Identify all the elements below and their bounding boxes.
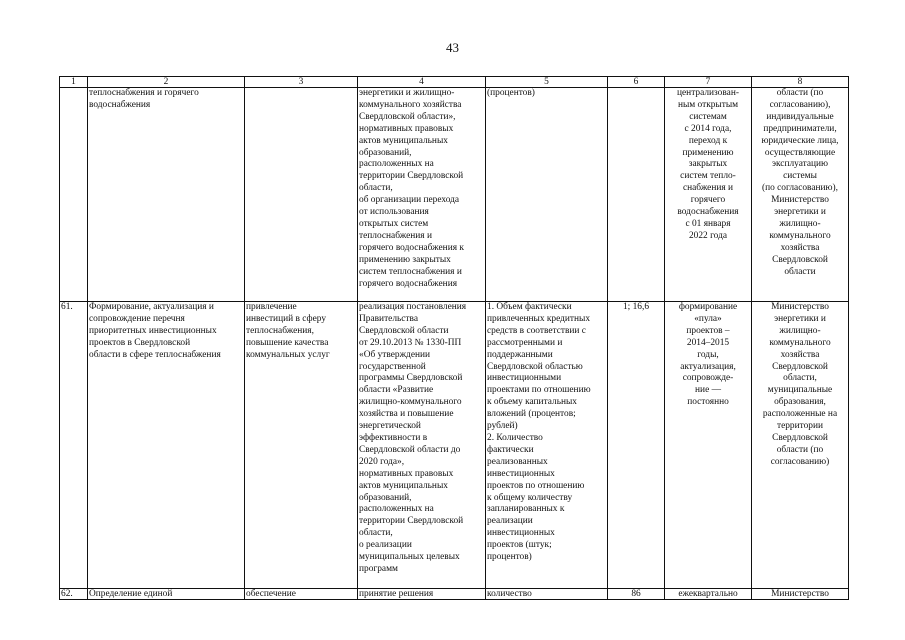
cell-line: приоритетных инвестиционных [89,325,217,336]
cell-line: «пула» [694,313,722,324]
column-header-3: 3 [245,77,358,88]
cell-line: хозяйства [780,242,820,253]
cell-line: энергетики и [774,207,826,218]
cell-line: систем теплоснабжения и [359,266,462,277]
cell-implementation [358,302,486,589]
cell-line: программ [359,563,398,574]
cell-line: системам [689,111,727,122]
cell-deadline [665,88,752,302]
cell-line: теплоснабжения и [359,230,432,241]
cell-line: согласованию) [770,456,830,467]
cell-line: теплоснабжения и горячего [89,88,199,98]
column-header-7: 7 [665,77,752,88]
cell-line: формирование [678,302,738,312]
cell-line: области (по [776,444,824,455]
column-header-8: 8 [752,77,849,88]
cell-measure [88,88,245,302]
cell-implementation [358,88,486,302]
cell-line: расположенные на [762,409,838,420]
cell-line: 1; 16,6 [622,302,650,312]
cell-line: реализации [487,516,533,527]
cell-line: закрытых [688,159,728,170]
cell-line: о реализации [359,540,412,551]
cell-line: государственной [359,361,426,372]
cell-line: муниципальных целевых [359,552,460,563]
cell-line: проектами по отношению [487,385,591,396]
cell-line: проектов по отношению [487,480,585,491]
cell-line: 86 [631,589,641,599]
cell-line: фактически [487,444,534,455]
cell-line: инвестиционных [487,528,555,539]
cell-line: горячего водоснабжения [359,278,458,289]
cell-line: с 01 января [685,218,731,229]
cell-goal [245,589,358,600]
cell-implementation [358,589,486,600]
cell-line: централизован- [677,88,739,98]
cell-line: 2020 года», [359,456,405,467]
column-header-1: 1 [60,77,88,88]
header-row [60,77,849,88]
cell-line: Определение единой [89,589,173,599]
cell-line: от использования [359,207,429,218]
cell-line: Министерство [771,302,829,312]
cell-line: горячего [690,195,726,206]
cell-goal [245,302,358,589]
cell-line: применению закрытых [359,254,451,265]
page-number: 43 [446,40,459,55]
cell-line: хозяйства и повышение [359,409,454,420]
cell-line: годы, [697,349,719,360]
cell-line: Свердловской области [359,325,449,336]
cell-line: от 29.10.2013 № 1330-ПП [359,337,462,348]
cell-line: коммунального [769,230,831,241]
cell-line: вложений (процентов; [487,409,576,420]
cell-line: 2. Количество [487,432,543,443]
cell-responsible [752,589,849,600]
column-header-5: 5 [486,77,608,88]
cell-line: жилищно- [779,325,821,336]
cell-line: энергетической [359,421,421,432]
cell-line: системы [783,171,817,182]
cell-line: инвестиционных [487,468,555,479]
cell-responsible [752,88,849,302]
cell-line: Свердловской [772,361,828,372]
cell-line: (процентов) [487,88,535,98]
cell-line: юридические лица, [761,135,839,146]
cell-measure [88,589,245,600]
cell-line: применению [682,147,734,158]
cell-line: 62. [61,589,73,599]
cell-line: принятие решения [359,589,434,599]
cell-line: области «Развитие [359,385,434,396]
cell-line: к объему капитальных [487,397,577,408]
table-row [60,88,849,302]
cell-line: инвестиций в сферу [246,313,327,324]
cell-line: привлечение [246,302,297,312]
cell-line: инвестиционными [487,373,562,384]
cell-line: энергетики и жилищно- [359,88,455,98]
cell-line: Министерство [771,589,829,599]
cell-line: проектов – [686,325,730,336]
table-row [60,589,849,600]
cell-line: реализация постановления [359,302,467,312]
cell-line: 1. Объем фактически [487,302,572,312]
cell-line: муниципальные [767,385,833,396]
cell-line: коммунального хозяйства [359,99,462,110]
cell-line: систем тепло- [680,171,736,182]
cell-line: индивидуальные [766,111,834,122]
cell-line: расположенных на [359,159,434,170]
cell-line: водоснабжения [677,207,739,218]
cell-line: привлеченных кредитных [487,313,591,324]
cell-line: Свердловской [772,254,828,265]
cell-line: эффективности в [359,432,428,443]
document-table [59,76,849,600]
cell-measure [88,302,245,589]
cell-line: теплоснабжения, [246,325,314,336]
column-header-6: 6 [608,77,665,88]
cell-line: 2014–2015 [686,337,730,348]
cell-line: снабжения и [682,183,734,194]
cell-line: программы Свердловской [359,373,463,384]
cell-line: Свердловской области до [359,444,461,455]
cell-number [60,88,88,302]
cell-indicator [486,302,608,589]
column-header-4: 4 [358,77,486,88]
cell-line: Свердловской [772,432,828,443]
cell-line: коммунальных услуг [246,349,330,360]
cell-indicator [486,88,608,302]
cell-line: области (по [776,88,824,98]
cell-line: образования, [774,397,826,408]
cell-line: количество [487,589,532,599]
cell-goal [245,88,358,302]
cell-line: жилищно-коммунального [359,397,462,408]
cell-line: к общему количеству [487,492,573,503]
cell-line: образований, [359,492,412,503]
cell-line: ежеквартально [678,589,738,599]
column-header-2: 2 [88,77,245,88]
cell-line: проектов (штук; [487,540,552,551]
cell-line: эксплуатацию [771,159,829,170]
cell-line: сопровожде- [682,373,734,384]
cell-responsible [752,302,849,589]
cell-line: поддержанными [487,349,553,360]
cell-line: запланированных к [487,504,565,515]
cell-line: энергетики и [774,313,826,324]
cell-line: области [784,266,816,277]
cell-line: области в сфере теплоснабжения [89,349,221,360]
cell-deadline [665,302,752,589]
cell-line: Правительства [359,313,418,324]
cell-line: водоснабжения [89,99,151,110]
cell-line: актов муниципальных [359,135,448,146]
cell-line: согласованию), [769,99,831,110]
cell-line: хозяйства [780,349,820,360]
cell-number [60,302,88,589]
cell-line: горячего водоснабжения к [359,242,464,253]
cell-line: рублей) [487,421,518,432]
cell-line: об организации перехода [359,195,460,206]
cell-line: открытых систем [359,218,429,229]
cell-line: области, [783,373,817,384]
cell-line: 61. [61,302,73,312]
cell-line: Свердловской областью [487,361,583,372]
cell-line: Формирование, актуализация и [89,302,214,312]
cell-line: образований, [359,147,412,158]
cell-indicator [486,589,608,600]
cell-line: постоянно [687,397,729,408]
cell-line: территории Свердловской [359,171,464,182]
cell-line: повышение качества [246,337,329,348]
cell-line: средств в соответствии с [487,325,586,336]
cell-line: предприниматели, [763,123,837,134]
cell-line: реализованных [487,456,548,467]
cell-indicator-value [608,589,665,600]
cell-line: обеспечение [246,589,296,599]
cell-line: Министерство [771,195,829,206]
cell-line: актов муниципальных [359,480,448,491]
cell-line: «Об утверждении [359,349,431,360]
cell-line: нормативных правовых [359,468,454,479]
cell-line: нормативных правовых [359,123,454,134]
cell-number [60,589,88,600]
cell-line: (по согласованию), [761,183,839,194]
cell-line: Свердловской области», [359,111,456,122]
cell-line: рассмотренными и [487,337,563,348]
cell-line: территории Свердловской [359,516,464,527]
table-row [60,302,849,589]
cell-line: области, [359,528,393,539]
cell-indicator-value [608,302,665,589]
cell-indicator-value [608,88,665,302]
cell-line: расположенных на [359,504,434,515]
cell-line: процентов) [487,552,532,563]
cell-deadline [665,589,752,600]
cell-line: территории [776,421,824,432]
cell-line: переход к [688,135,728,146]
cell-line: актуализация, [680,361,736,372]
cell-line: сопровождение перечня [89,313,185,324]
cell-line: жилищно- [779,218,821,229]
cell-line: коммунального [769,337,831,348]
cell-line: осуществляющие [764,147,836,158]
cell-line: ние — [695,385,721,396]
cell-line: с 2014 года, [684,123,732,134]
cell-line: ным открытым [677,99,739,110]
cell-line: области, [359,183,393,194]
cell-line: проектов в Свердловской [89,337,191,348]
cell-line: 2022 года [688,230,728,241]
